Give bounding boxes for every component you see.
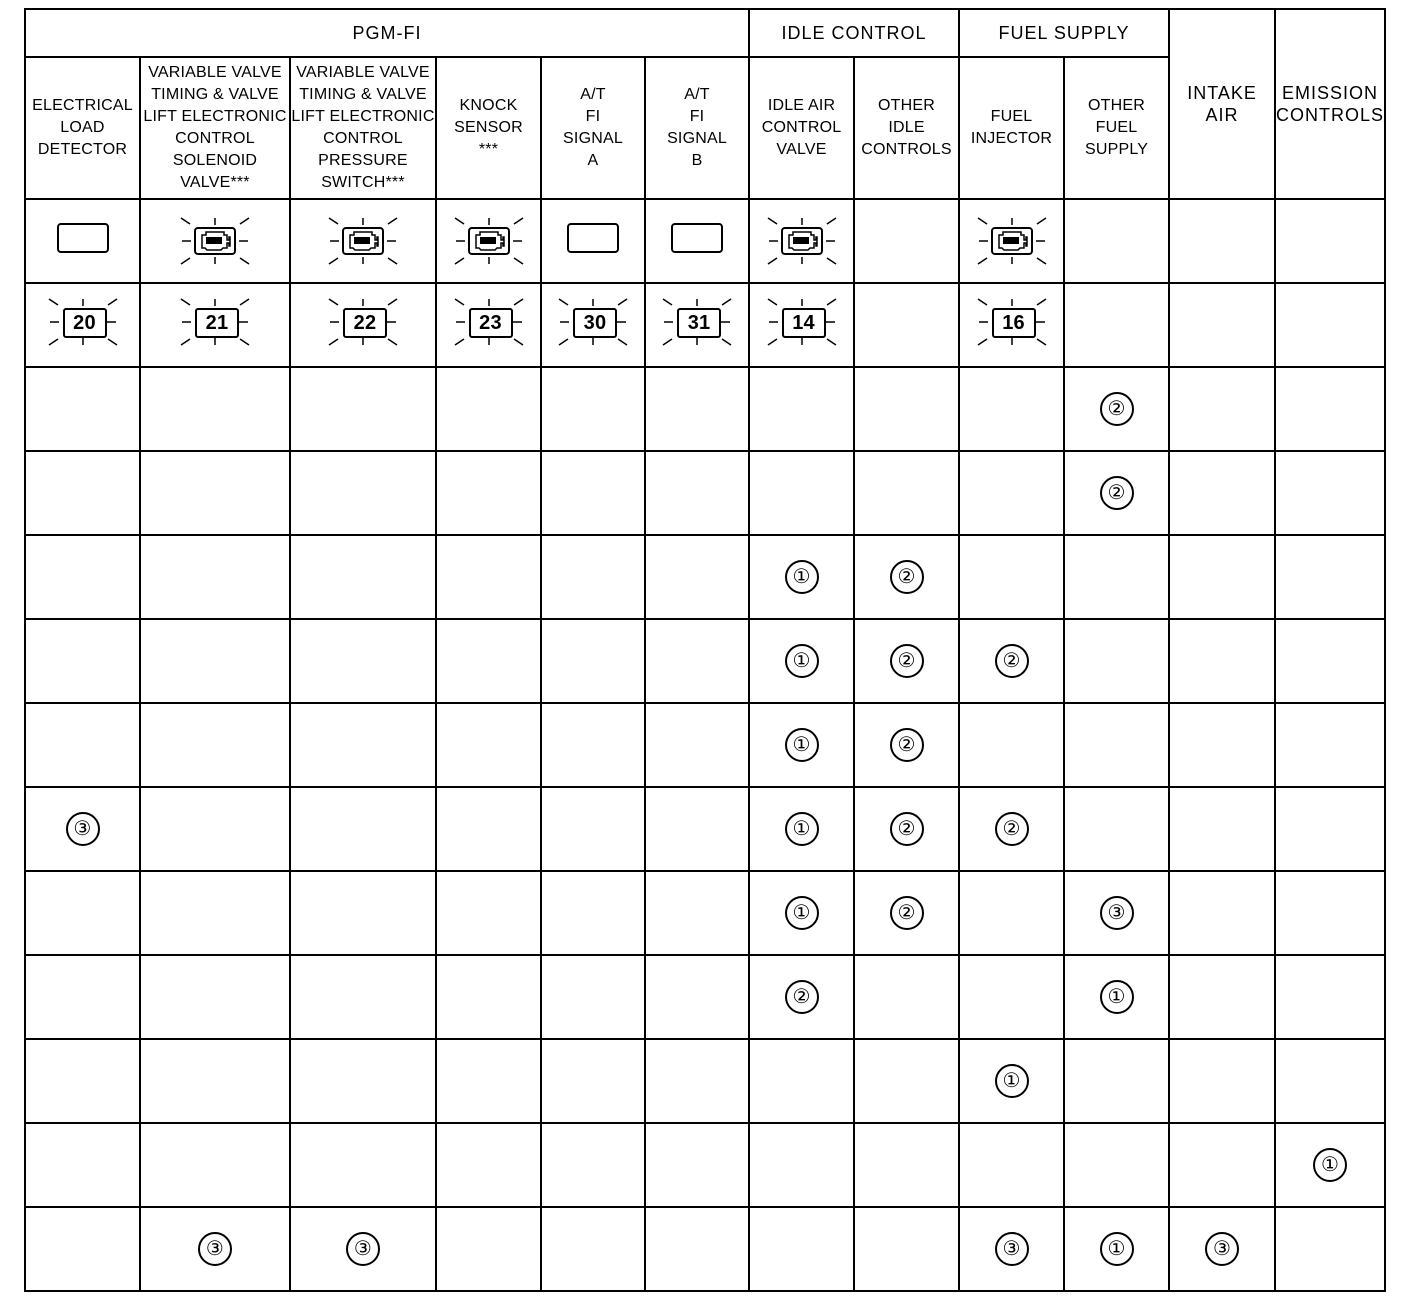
check-cell — [436, 787, 541, 871]
check-cell — [1275, 619, 1385, 703]
check-cell — [854, 535, 959, 619]
check-order-number: ② — [890, 896, 924, 930]
check-cell — [1064, 787, 1169, 871]
blink-code-row — [25, 283, 1385, 367]
check-order-number: ③ — [995, 1232, 1029, 1266]
check-cell — [436, 367, 541, 451]
check-cell — [1064, 871, 1169, 955]
check-cell — [749, 787, 854, 871]
check-cell — [1169, 787, 1275, 871]
code-cell-inj — [959, 283, 1064, 367]
check-cell — [749, 535, 854, 619]
check-cell — [854, 619, 959, 703]
check-cell — [645, 1123, 749, 1207]
check-cell — [749, 871, 854, 955]
check-cell — [959, 367, 1064, 451]
check-cell — [1275, 955, 1385, 1039]
column-header-emission-controls — [1275, 9, 1385, 199]
check-cell — [25, 619, 140, 703]
check-cell — [541, 1123, 645, 1207]
check-cell — [140, 1039, 290, 1123]
check-cell — [290, 787, 436, 871]
check-order-number: ① — [785, 560, 819, 594]
check-order-number: ① — [1100, 980, 1134, 1014]
code-cell-knock — [436, 283, 541, 367]
check-cell — [25, 1123, 140, 1207]
check-cell — [749, 703, 854, 787]
blink-code-badge — [757, 290, 847, 354]
check-cell — [541, 367, 645, 451]
check-cell — [959, 1123, 1064, 1207]
check-cell — [290, 703, 436, 787]
symptom-row — [25, 367, 1385, 451]
check-cell — [436, 1123, 541, 1207]
blink-code-number: 20 — [63, 308, 107, 338]
check-cell — [854, 787, 959, 871]
check-cell — [541, 535, 645, 619]
check-cell — [290, 1207, 436, 1291]
symptom-row — [25, 1207, 1385, 1291]
check-cell — [290, 451, 436, 535]
code-cell-vtec_sol — [140, 283, 290, 367]
check-cell — [1169, 1207, 1275, 1291]
check-cell — [1169, 367, 1275, 451]
check-cell — [959, 787, 1064, 871]
check-cell — [25, 787, 140, 871]
check-cell — [1064, 451, 1169, 535]
check-cell — [1064, 955, 1169, 1039]
check-cell — [645, 787, 749, 871]
check-order-number: ③ — [346, 1232, 380, 1266]
check-cell — [541, 787, 645, 871]
check-cell — [959, 871, 1064, 955]
check-cell — [749, 1123, 854, 1207]
indicator-cell-eld — [25, 199, 140, 283]
check-cell — [645, 535, 749, 619]
check-cell — [749, 367, 854, 451]
check-cell — [1169, 451, 1275, 535]
code-cell-iac — [749, 283, 854, 367]
check-cell — [1169, 1123, 1275, 1207]
check-cell — [25, 1039, 140, 1123]
check-cell — [1275, 871, 1385, 955]
check-cell — [290, 619, 436, 703]
check-cell — [645, 871, 749, 955]
check-cell — [436, 451, 541, 535]
symptom-row — [25, 451, 1385, 535]
check-cell — [541, 619, 645, 703]
check-cell — [959, 1039, 1064, 1123]
symptom-row — [25, 703, 1385, 787]
blink-code-number: 23 — [469, 308, 513, 338]
column-header-intake-air — [1169, 9, 1275, 199]
indicator-cell-other_fuel — [1064, 199, 1169, 283]
check-order-number: ② — [1100, 392, 1134, 426]
indicator-cell-intake — [1169, 199, 1275, 283]
check-engine-icon — [170, 211, 260, 271]
column-label: A/T FI SIGNAL A — [563, 86, 623, 169]
blink-code-number: 21 — [195, 308, 239, 338]
troubleshooting-chart — [24, 8, 1386, 1292]
check-cell — [290, 535, 436, 619]
check-cell — [1064, 703, 1169, 787]
column-header-at-fi-signal-b — [645, 57, 749, 199]
check-cell — [749, 955, 854, 1039]
check-cell — [645, 1039, 749, 1123]
code-cell-emission — [1275, 283, 1385, 367]
check-cell — [140, 451, 290, 535]
blink-code-badge — [170, 290, 260, 354]
column-header-vtec-solenoid-valve — [140, 57, 290, 199]
indicator-cell-emission — [1275, 199, 1385, 283]
check-cell — [436, 619, 541, 703]
check-cell — [25, 535, 140, 619]
check-order-number: ① — [785, 812, 819, 846]
check-cell — [1064, 367, 1169, 451]
check-order-number: ② — [995, 812, 1029, 846]
check-order-number: ③ — [1205, 1232, 1239, 1266]
check-order-number: ② — [1100, 476, 1134, 510]
check-cell — [1169, 619, 1275, 703]
check-cell — [541, 451, 645, 535]
check-cell — [645, 1207, 749, 1291]
indicator-cell-at_a — [541, 199, 645, 283]
check-cell — [290, 955, 436, 1039]
check-cell — [645, 955, 749, 1039]
check-cell — [436, 955, 541, 1039]
column-label: FUEL INJECTOR — [970, 108, 1053, 147]
check-cell — [436, 703, 541, 787]
check-cell — [854, 367, 959, 451]
check-cell — [140, 1207, 290, 1291]
code-cell-at_b — [645, 283, 749, 367]
check-cell — [1275, 367, 1385, 451]
check-order-number: ② — [995, 644, 1029, 678]
indicator-cell-iac — [749, 199, 854, 283]
check-order-number: ① — [1313, 1148, 1347, 1182]
check-cell — [290, 1123, 436, 1207]
check-cell — [1275, 535, 1385, 619]
blink-code-badge — [38, 290, 128, 354]
group-fuel-supply: FUEL SUPPLY — [959, 9, 1169, 57]
column-label: OTHER IDLE CONTROLS — [861, 97, 952, 158]
indicator-row — [25, 199, 1385, 283]
check-order-number: ③ — [66, 812, 100, 846]
check-order-number: ① — [785, 896, 819, 930]
check-cell — [959, 535, 1064, 619]
indicator-box-icon — [671, 223, 723, 253]
check-cell — [1275, 787, 1385, 871]
check-cell — [1169, 955, 1275, 1039]
check-cell — [854, 1123, 959, 1207]
check-cell — [436, 1039, 541, 1123]
check-cell — [436, 1207, 541, 1291]
check-cell — [854, 703, 959, 787]
check-order-number: ① — [995, 1064, 1029, 1098]
check-cell — [1064, 535, 1169, 619]
check-cell — [645, 703, 749, 787]
check-engine-icon — [444, 211, 534, 271]
symptom-row — [25, 787, 1385, 871]
check-cell — [140, 535, 290, 619]
check-cell — [541, 703, 645, 787]
check-engine-icon — [967, 211, 1057, 271]
check-cell — [1275, 1207, 1385, 1291]
code-cell-other_fuel — [1064, 283, 1169, 367]
check-cell — [959, 703, 1064, 787]
column-label: IDLE AIR CONTROL VALVE — [761, 97, 842, 158]
check-cell — [541, 871, 645, 955]
check-engine-icon — [757, 211, 847, 271]
check-cell — [25, 451, 140, 535]
check-cell — [854, 1039, 959, 1123]
indicator-cell-other_idle — [854, 199, 959, 283]
check-cell — [25, 367, 140, 451]
code-cell-at_a — [541, 283, 645, 367]
column-header-at-fi-signal-a — [541, 57, 645, 199]
column-header-idle-air-control-valve — [749, 57, 854, 199]
check-cell — [1275, 1039, 1385, 1123]
check-cell — [1275, 703, 1385, 787]
check-cell — [541, 1039, 645, 1123]
check-cell — [140, 871, 290, 955]
column-label: VARIABLE VALVE TIMING & VALVE LIFT ELECTRONIC CONTROL PRESSURE SWITCH*** — [291, 64, 435, 191]
blink-code-badge — [444, 290, 534, 354]
column-label: ELECTRICAL LOAD DETECTOR — [32, 97, 133, 158]
check-cell — [1169, 1039, 1275, 1123]
check-cell — [645, 367, 749, 451]
check-engine-icon — [318, 211, 408, 271]
check-cell — [959, 955, 1064, 1039]
check-cell — [25, 871, 140, 955]
column-header-other-fuel-supply — [1064, 57, 1169, 199]
check-cell — [290, 367, 436, 451]
indicator-cell-at_b — [645, 199, 749, 283]
blink-code-badge — [548, 290, 638, 354]
blink-code-badge — [318, 290, 408, 354]
check-cell — [1275, 1123, 1385, 1207]
column-label: EMISSION CONTROLS — [1276, 83, 1385, 125]
check-order-number: ② — [890, 728, 924, 762]
check-cell — [854, 955, 959, 1039]
symptom-row — [25, 1123, 1385, 1207]
check-cell — [749, 619, 854, 703]
check-cell — [854, 1207, 959, 1291]
check-cell — [645, 619, 749, 703]
symptom-row — [25, 619, 1385, 703]
blink-code-number: 22 — [343, 308, 387, 338]
check-cell — [1064, 1207, 1169, 1291]
code-cell-eld — [25, 283, 140, 367]
column-label: INTAKE AIR — [1187, 83, 1257, 125]
blink-code-badge — [967, 290, 1057, 354]
check-cell — [436, 871, 541, 955]
symptom-row — [25, 955, 1385, 1039]
indicator-cell-knock — [436, 199, 541, 283]
check-cell — [290, 871, 436, 955]
check-cell — [25, 703, 140, 787]
check-cell — [436, 535, 541, 619]
check-cell — [1275, 451, 1385, 535]
symptom-row — [25, 535, 1385, 619]
check-cell — [140, 703, 290, 787]
column-header-electrical-load-detector — [25, 57, 140, 199]
blink-code-number: 31 — [677, 308, 721, 338]
check-order-number: ① — [785, 644, 819, 678]
check-cell — [854, 871, 959, 955]
symptom-row — [25, 871, 1385, 955]
check-cell — [1064, 619, 1169, 703]
code-cell-intake — [1169, 283, 1275, 367]
check-order-number: ① — [785, 728, 819, 762]
group-header-row — [25, 9, 1385, 57]
group-idle-control: IDLE CONTROL — [749, 9, 959, 57]
column-label: VARIABLE VALVE TIMING & VALVE LIFT ELECTRONIC CONTROL SOLENOID VALVE*** — [143, 64, 287, 191]
check-cell — [645, 451, 749, 535]
check-cell — [140, 955, 290, 1039]
indicator-cell-vtec_ps — [290, 199, 436, 283]
check-order-number: ② — [890, 560, 924, 594]
column-label: OTHER FUEL SUPPLY — [1084, 97, 1149, 158]
check-cell — [25, 955, 140, 1039]
check-cell — [541, 1207, 645, 1291]
check-cell — [25, 1207, 140, 1291]
check-cell — [140, 787, 290, 871]
check-cell — [290, 1039, 436, 1123]
check-order-number: ② — [785, 980, 819, 1014]
code-cell-other_idle — [854, 283, 959, 367]
blink-code-badge — [652, 290, 742, 354]
blink-code-number: 30 — [573, 308, 617, 338]
indicator-cell-vtec_sol — [140, 199, 290, 283]
column-label: A/T FI SIGNAL B — [667, 86, 727, 169]
indicator-box-icon — [567, 223, 619, 253]
check-cell — [140, 1123, 290, 1207]
check-cell — [959, 619, 1064, 703]
indicator-box-icon — [57, 223, 109, 253]
column-header-knock-sensor — [436, 57, 541, 199]
column-header-other-idle-controls — [854, 57, 959, 199]
check-cell — [140, 619, 290, 703]
check-cell — [749, 451, 854, 535]
indicator-cell-inj — [959, 199, 1064, 283]
check-order-number: ③ — [1100, 896, 1134, 930]
symptom-row — [25, 1039, 1385, 1123]
group-pgm-fi: PGM-FI — [25, 9, 749, 57]
check-order-number: ② — [890, 644, 924, 678]
check-cell — [1169, 703, 1275, 787]
check-cell — [1169, 535, 1275, 619]
check-order-number: ③ — [198, 1232, 232, 1266]
check-cell — [140, 367, 290, 451]
blink-code-number: 16 — [992, 308, 1036, 338]
column-label: KNOCK SENSOR *** — [454, 97, 523, 158]
check-cell — [959, 1207, 1064, 1291]
check-cell — [854, 451, 959, 535]
check-cell — [1169, 871, 1275, 955]
check-cell — [749, 1207, 854, 1291]
check-cell — [1064, 1039, 1169, 1123]
code-cell-vtec_ps — [290, 283, 436, 367]
column-header-vtec-pressure-switch — [290, 57, 436, 199]
check-order-number: ② — [890, 812, 924, 846]
check-cell — [541, 955, 645, 1039]
check-cell — [749, 1039, 854, 1123]
check-cell — [959, 451, 1064, 535]
column-header-fuel-injector — [959, 57, 1064, 199]
blink-code-number: 14 — [782, 308, 826, 338]
check-order-number: ① — [1100, 1232, 1134, 1266]
check-cell — [1064, 1123, 1169, 1207]
